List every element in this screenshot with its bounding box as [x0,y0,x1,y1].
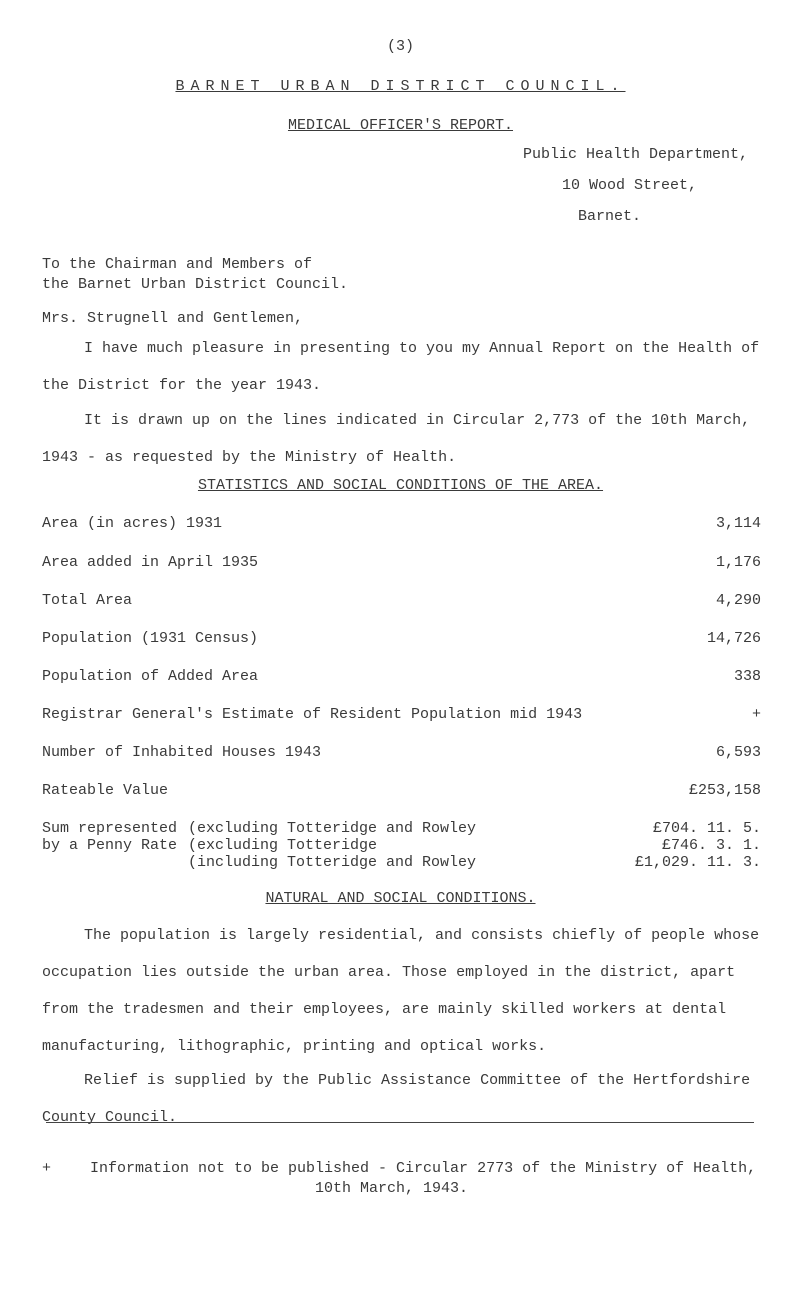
penny-rate-value-3: £1,029. 11. 3. [634,854,761,871]
address-line-2: 10 Wood Street, [562,177,698,194]
footnote-divider [46,1122,754,1123]
address-line-3: Barnet. [578,208,642,225]
stat-value-population-added: 338 [733,668,761,685]
stat-value-rateable-value: £253,158 [688,782,761,799]
footnote-line-1: Information not to be published - Circular 2773 of the Ministry of Health, [90,1160,757,1177]
footnote-line-2: 10th March, 1943. [315,1180,469,1197]
stat-value-registrar-estimate: + [751,706,761,723]
stat-label-population-added: Population of Added Area [42,668,259,685]
penny-rate-desc-2: (excluding Totteridge [188,837,378,854]
footnote-marker: + [42,1160,52,1177]
natural-paragraph-2: Relief is supplied by the Public Assistance Committee of the Hertfordshire County Council. [42,1072,751,1126]
stat-label-area-1931: Area (in acres) 1931 [42,515,223,532]
intro-paragraph-2: It is drawn up on the lines indicated in Circular 2,773 of the 10th March, 1943 - as requested by the Ministry of Health. [42,412,751,466]
penny-rate-label-2: by a Penny Rate [42,837,178,854]
stat-value-area-added: 1,176 [715,554,761,571]
penny-rate-value-2: £746. 3. 1. [661,837,761,854]
stat-label-rateable-value: Rateable Value [42,782,169,799]
intro-paragraph-1: I have much pleasure in presenting to you my Annual Report on the Health of the District for the year 1943. [42,340,760,394]
stat-value-inhabited-houses: 6,593 [715,744,761,761]
natural-paragraph-1: The population is largely residential, and consists chiefly of people whose occupation lies outside the urban area. Those employed in the district, apart from the tradesmen and their employees, are mainly skilled workers at dental manufacturing, lithographic, printing and optical works. [42,927,760,1055]
penny-rate-desc-1: (excluding Totteridge and Rowley [188,820,477,837]
stat-label-population-census: Population (1931 Census) [42,630,259,647]
report-title: MEDICAL OFFICER'S REPORT. [287,117,514,134]
address-line-1: Public Health Department, [523,146,749,163]
penny-rate-label-1: Sum represented [42,820,178,837]
stat-label-inhabited-houses: Number of Inhabited Houses 1943 [42,744,322,761]
penny-rate-value-1: £704. 11. 5. [652,820,761,837]
stat-label-total-area: Total Area [42,592,133,609]
page-number: (3) [386,38,414,55]
salutation: Mrs. Strugnell and Gentlemen, [42,310,304,327]
stat-value-total-area: 4,290 [715,592,761,609]
addressee-line-2: the Barnet Urban District Council. [42,276,349,293]
penny-rate-desc-3: (including Totteridge and Rowley [188,854,477,871]
addressee-line-1: To the Chairman and Members of [42,256,313,273]
stat-label-registrar-estimate: Registrar General's Estimate of Resident Population mid 1943 [42,706,583,723]
council-title: BARNET URBAN DISTRICT COUNCIL. [175,78,626,95]
stat-value-population-census: 14,726 [706,630,761,647]
natural-heading: NATURAL AND SOCIAL CONDITIONS. [265,890,536,907]
stat-label-area-added: Area added in April 1935 [42,554,259,571]
statistics-heading: STATISTICS AND SOCIAL CONDITIONS OF THE AREA. [197,477,604,494]
stat-value-area-1931: 3,114 [715,515,761,532]
